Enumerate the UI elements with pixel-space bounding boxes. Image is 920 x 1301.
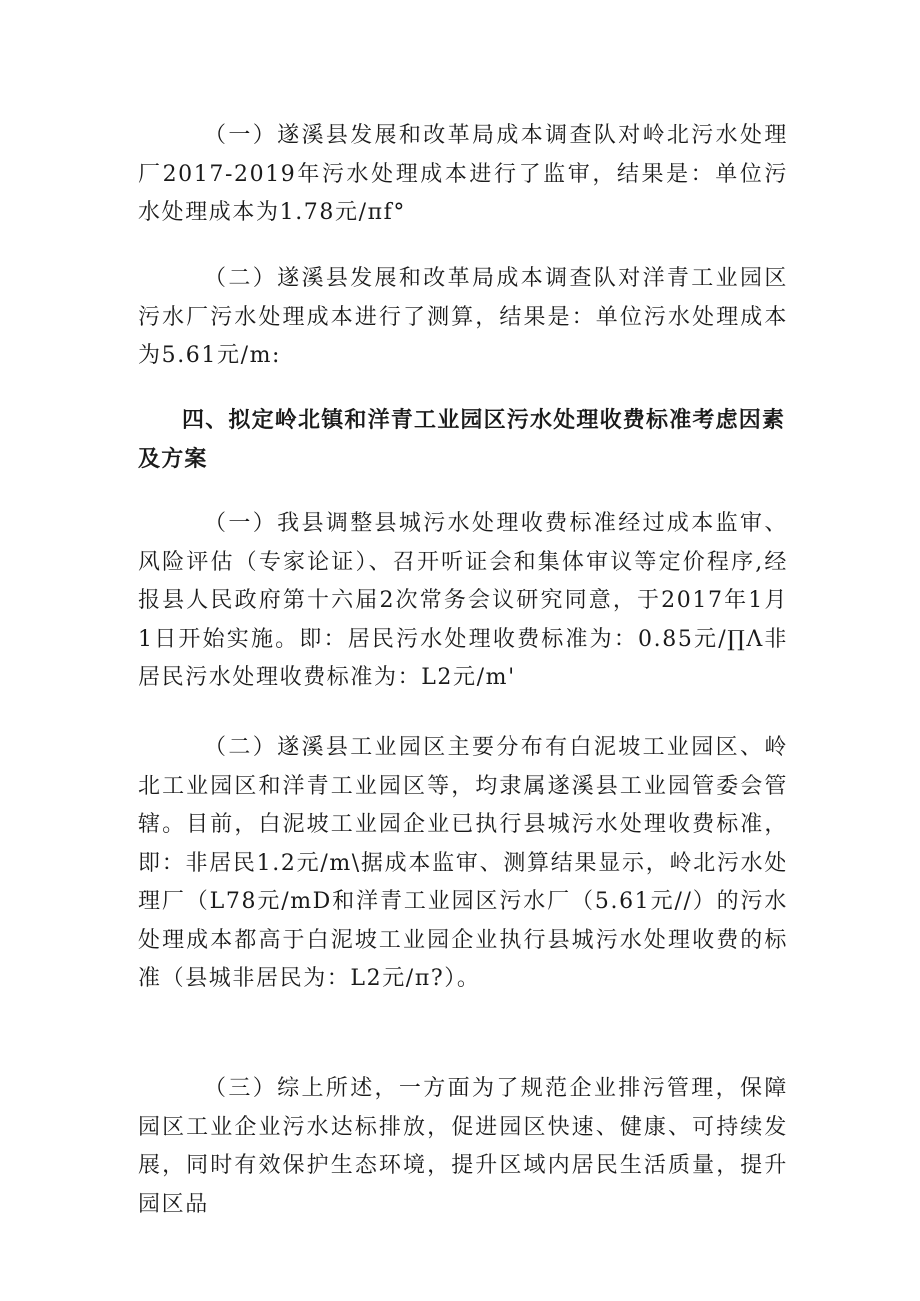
paragraph-summary: （三）综上所述，一方面为了规范企业排污管理，保障园区工业企业污水达标排放，促进园区快速、健康、可持续发展，同时有效保护生态环境，提升区域内居民生活质量，提升园区品 xyxy=(138,1076,788,1217)
paragraph-cost-estimate-yangqing: （二）遂溪县发展和改革局成本调查队对洋青工业园区污水厂污水处理成本进行了测算，结果是：单位污水处理成本为5.61元/m: xyxy=(138,266,788,368)
paragraph-cost-audit-lingbei: （一）遂溪县发展和改革局成本调查队对岭北污水处理厂2017-2019年污水处理成本进行了监审，结果是：单位污水处理成本为1.78元/πf° xyxy=(138,123,788,225)
paragraph-county-fee-standard: （一）我县调整县城污水处理收费标准经过成本监审、风险评估（专家论证）、召开听证会和集体审议等定价程序,经报县人民政府第十六届2次常务会议研究同意，于2017年1月1日开始实施。即：居民污水处理收费标准为：0.85元/∏Λ非居民污水处理收费标准为：L2元/m' xyxy=(138,511,788,690)
paragraph-industrial-parks: （二）遂溪县工业园区主要分布有白泥坡工业园区、岭北工业园区和洋青工业园区等，均隶属遂溪县工业园管委会管辖。目前，白泥坡工业园企业已执行县城污水处理收费标准，即：非居民1.2元/m\据成本监审、测算结果显示，岭北污水处理厂（L78元/mD和洋青工业园区污水厂（5.61元//）的污水处理成本都高于白泥坡工业园企业执行县城污水处理收费的标准（县城非居民为：L2元/π?）。 xyxy=(138,735,788,991)
section-heading: 四、拟定岭北镇和洋青工业园区污水处理收费标准考虑因素及方案 xyxy=(138,408,786,472)
